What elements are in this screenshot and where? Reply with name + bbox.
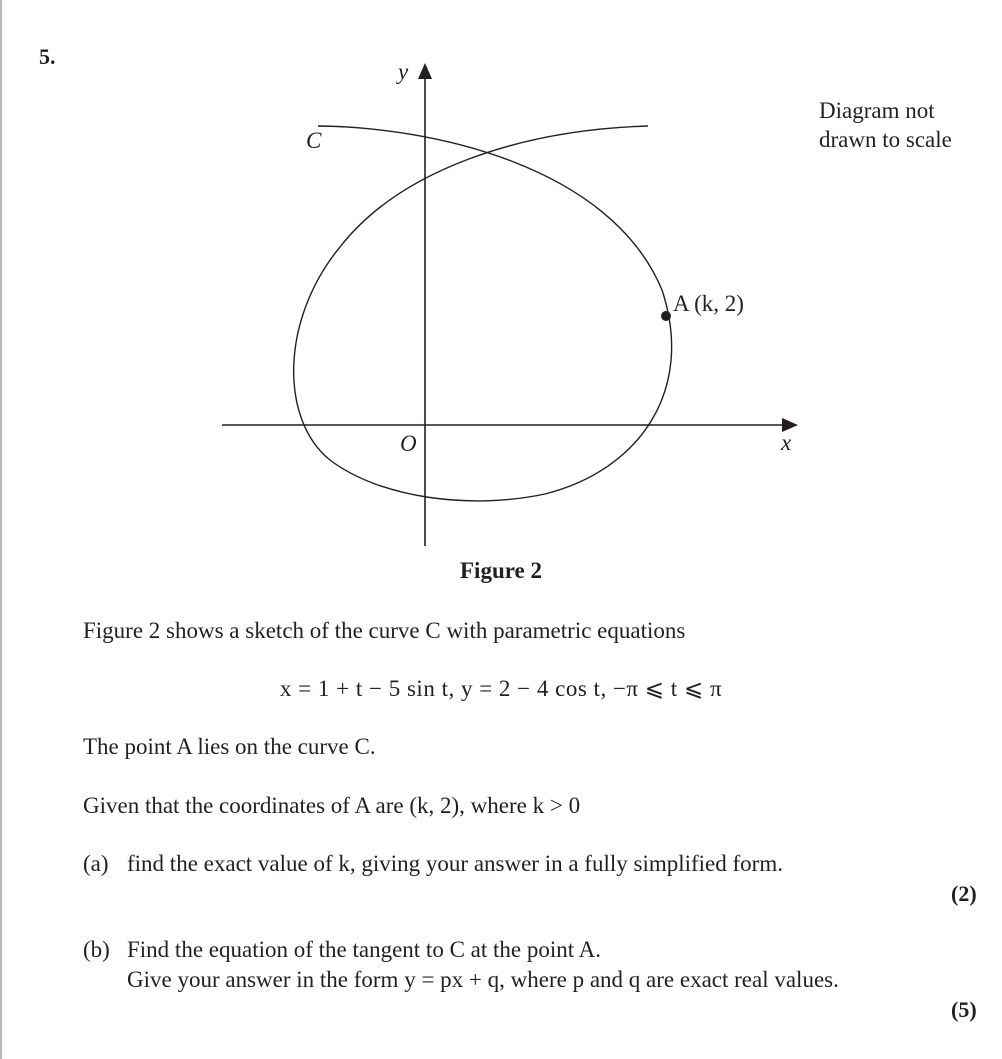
figure-caption: Figure 2	[460, 558, 542, 583]
y-axis-label: y	[398, 59, 409, 84]
question-number: 5.	[39, 44, 56, 69]
curve-label: C	[306, 128, 322, 153]
curve-c	[294, 126, 672, 501]
part-b-text-line2: Give your answer in the form y = px + q, where p and q are exact real values.	[127, 967, 839, 992]
statement-point-on-curve: The point A lies on the curve C.	[83, 734, 376, 759]
part-a-label: (a)	[83, 851, 109, 876]
point-a-label: A (k, 2)	[673, 291, 744, 316]
point-a-marker	[661, 311, 671, 321]
origin-label: O	[400, 431, 417, 456]
parametric-equations: x = 1 + t − 5 sin t, y = 2 − 4 cos t, −π ⩽ t ⩽ π	[279, 676, 723, 701]
part-b-marks: (5)	[951, 997, 977, 1022]
diagram-note: Diagram not drawn to scale	[819, 98, 952, 152]
y-axis-arrow	[418, 63, 432, 79]
part-a-marks: (2)	[951, 881, 977, 906]
intro-text: Figure 2 shows a sketch of the curve C with parametric equations	[83, 618, 686, 643]
part-b-label: (b)	[83, 937, 110, 962]
x-axis-label: x	[781, 430, 792, 455]
part-b-text: Find the equation of the tangent to C at the point A.	[127, 937, 601, 962]
part-a-text: find the exact value of k, giving your answer in a fully simplified form.	[127, 851, 783, 876]
statement-coordinates: Given that the coordinates of A are (k, 2), where k > 0	[83, 793, 581, 818]
